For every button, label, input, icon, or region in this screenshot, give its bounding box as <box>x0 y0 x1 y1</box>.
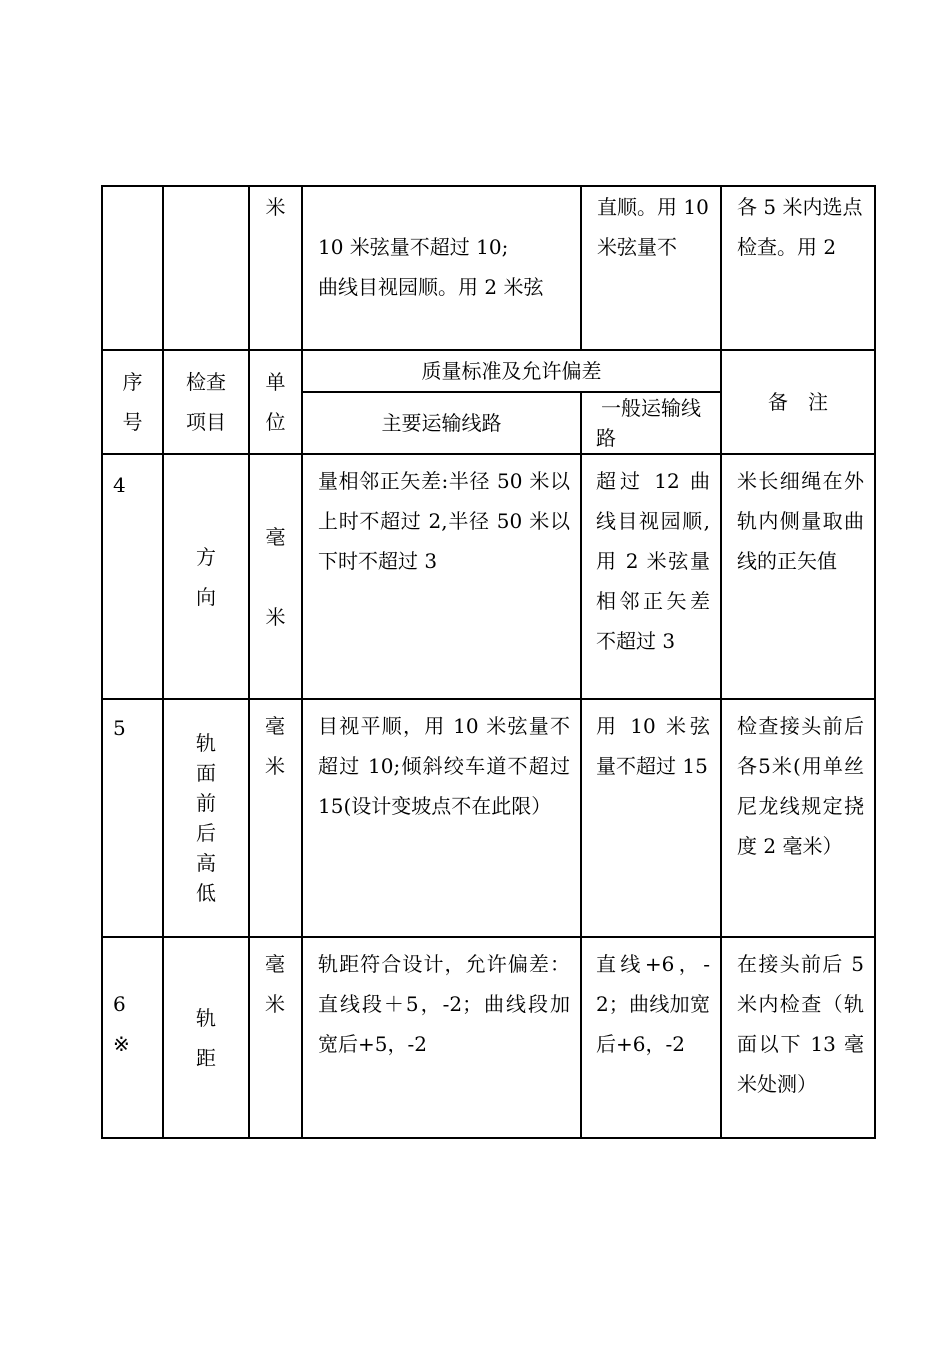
row-seq-cell <box>102 699 163 937</box>
table-row <box>102 937 875 1138</box>
row-note: 米长细绳在外轨内侧量取曲线的正矢值 <box>737 469 864 573</box>
header-item: 检查项目 <box>186 370 226 434</box>
row-item-cell <box>163 454 249 699</box>
cont-note-text: 各 5 米内选点检查。用 2 <box>737 195 863 259</box>
cont-general-text: 直顺。用 10 米弦量不 <box>597 195 709 259</box>
row-seq-cell <box>102 937 163 1138</box>
header-unit-cell <box>249 350 302 454</box>
row-general: 超过 12 曲线目视园顺,用 2 米弦量相邻正矢差不超过 3 <box>596 469 710 653</box>
row-note: 在接头前后 5 米内检查（轨面以下 13 毫米处测） <box>737 952 864 1096</box>
quality-standard-table <box>101 185 876 1139</box>
row-unit: 毫米 <box>265 714 285 778</box>
row-general: 直线+6，-2；曲线加宽后+6，-2 <box>596 952 710 1056</box>
row-item-cell <box>163 699 249 937</box>
row-general-cell <box>581 699 721 937</box>
cont-item-cell <box>163 186 249 350</box>
header-note-cell <box>721 350 875 454</box>
row-main-cell <box>302 937 581 1138</box>
cont-note-cell <box>721 186 875 350</box>
cont-main-text: 10 米弦量不超过 10; 曲线目视园顺。用 2 米弦 <box>318 235 544 299</box>
row-item-cell <box>163 937 249 1138</box>
row-item: 方向 <box>196 544 216 609</box>
row-seq: 4 <box>113 473 126 497</box>
table-row <box>102 454 875 699</box>
header-note: 备 注 <box>768 390 828 414</box>
row-item: 轨面前后高低 <box>196 731 216 905</box>
row-main-cell <box>302 699 581 937</box>
row-seq: 6 ※ <box>113 992 130 1056</box>
row-main: 轨距符合设计，允许偏差：直线段＋5，-2；曲线段加宽后+5，-2 <box>318 952 570 1056</box>
row-seq: 5 <box>113 716 126 740</box>
header-general-line-cell <box>581 392 721 454</box>
table-row <box>102 699 875 937</box>
cont-seq-cell <box>102 186 163 350</box>
row-note-cell <box>721 454 875 699</box>
row-general-cell <box>581 937 721 1138</box>
row-general-cell <box>581 454 721 699</box>
cont-general-cell <box>581 186 721 350</box>
row-unit: 毫米 <box>265 952 285 1016</box>
header-row-1 <box>102 350 875 392</box>
row-main: 量相邻正矢差:半径 50 米以上时不超过 2,半径 50 米以下时不超过 3 <box>318 469 570 573</box>
continuation-row <box>102 186 875 350</box>
header-item-cell <box>163 350 249 454</box>
row-seq-cell <box>102 454 163 699</box>
row-main: 目视平顺，用 10 米弦量不超过 10;倾斜绞车道不超过 15(设计变坡点不在此限） <box>318 714 570 818</box>
row-note: 检查接头前后各5米(用单丝尼龙线规定挠度 2 毫米） <box>737 714 864 858</box>
header-main-line: 主要运输线路 <box>381 411 502 435</box>
cont-main-cell <box>302 186 581 350</box>
header-quality-cell <box>302 350 721 392</box>
row-note-cell <box>721 937 875 1138</box>
header-general-line: 一般运输线路 <box>596 396 701 450</box>
header-seq-cell <box>102 350 163 454</box>
header-seq: 序号 <box>122 370 143 434</box>
header-unit: 单位 <box>265 370 286 434</box>
header-main-line-cell <box>302 392 581 454</box>
row-unit-cell <box>249 937 302 1138</box>
header-quality: 质量标准及允许偏差 <box>421 359 602 383</box>
row-item: 轨距 <box>196 1005 216 1070</box>
row-unit-cell <box>249 699 302 937</box>
cont-unit-text: 米 <box>265 195 286 219</box>
row-general: 用 10 米弦量不超过 15 <box>596 714 710 778</box>
row-unit: 毫米 <box>265 524 286 629</box>
row-main-cell <box>302 454 581 699</box>
row-note-cell <box>721 699 875 937</box>
row-unit-cell <box>249 454 302 699</box>
cont-unit-cell <box>249 186 302 350</box>
